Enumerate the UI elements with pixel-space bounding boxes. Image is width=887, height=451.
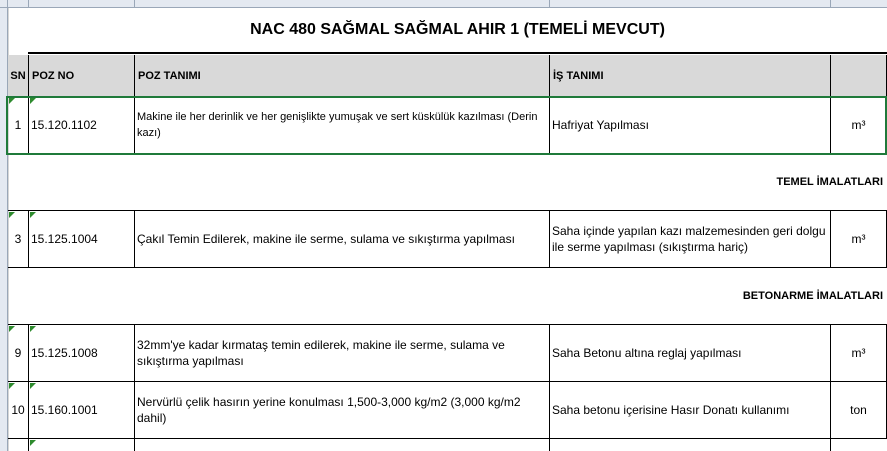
header-birim[interactable] xyxy=(831,55,887,97)
cell-sn[interactable]: 10 xyxy=(8,382,29,439)
error-indicator-icon xyxy=(9,212,15,218)
cell-sn[interactable] xyxy=(8,439,29,451)
header-poz-tanimi[interactable]: POZ TANIMI xyxy=(135,55,550,97)
cell-sn[interactable]: 3 xyxy=(8,211,29,268)
cell-poz-tanimi[interactable]: Makine ile her derinlik ve her genişlikte yumuşak ve sert küskülük kazılması (Derin kazı) xyxy=(135,97,550,154)
cell-is-tanimi[interactable]: Saha içinde yapılan kazı malzemesinden geri dolgu ile serme yapılması (sıkıştırma hariç) xyxy=(550,211,831,268)
sheet-title[interactable]: NAC 480 SAĞMAL SAĞMAL AHIR 1 (TEMELİ MEVCUT) xyxy=(28,8,887,54)
column-header-c[interactable] xyxy=(135,0,550,7)
cell-sn[interactable]: 1 xyxy=(8,97,29,154)
column-header-d[interactable] xyxy=(550,0,831,7)
cell-birim[interactable]: m³ xyxy=(831,211,887,268)
column-header-e[interactable] xyxy=(831,0,887,7)
error-indicator-icon xyxy=(30,440,36,446)
cell-sn[interactable]: 9 xyxy=(8,325,29,382)
row-header-bar[interactable] xyxy=(0,8,8,451)
error-indicator-icon xyxy=(9,326,15,332)
cell-poz-no[interactable]: 15.120.1102 xyxy=(29,97,135,154)
cell-birim[interactable]: ton xyxy=(831,382,887,439)
header-is-tanimi[interactable]: İŞ TANIMI xyxy=(550,55,831,97)
cell-poz-tanimi[interactable]: Nervürlü çelik hasırın yerine konulması 1,500-3,000 kg/m2 (3,000 kg/m2 dahil) xyxy=(135,382,550,439)
cell-is-tanimi[interactable]: Saha betonu içerisine Hasır Donatı kullanımı xyxy=(550,382,831,439)
error-indicator-icon xyxy=(30,212,36,218)
error-indicator-icon xyxy=(30,383,36,389)
selection-outline xyxy=(6,96,887,155)
column-header-bar xyxy=(0,0,887,8)
column-header-b[interactable] xyxy=(29,0,135,7)
cell-poz-tanimi[interactable]: 32mm'ye kadar kırmataş temin edilerek, makine ile serme, sulama ve sıkıştırma yapılması xyxy=(135,325,550,382)
cell-poz-no[interactable]: 15.125.1004 xyxy=(29,211,135,268)
cell-birim[interactable]: m³ xyxy=(831,97,887,154)
cell-poz-no[interactable]: 15.160.1001 xyxy=(29,382,135,439)
cell-poz-tanimi[interactable] xyxy=(135,439,550,451)
cell-poz-no[interactable] xyxy=(29,439,135,451)
section-label[interactable]: TEMEL İMALATLARI xyxy=(8,154,887,211)
cell-is-tanimi[interactable] xyxy=(550,439,831,451)
column-header-corner[interactable] xyxy=(0,0,8,7)
cell-poz-tanimi[interactable]: Çakıl Temin Edilerek, makine ile serme, sulama ve sıkıştırma yapılması xyxy=(135,211,550,268)
cell-is-tanimi[interactable]: Saha Betonu altına reglaj yapılması xyxy=(550,325,831,382)
error-indicator-icon xyxy=(30,326,36,332)
column-header-a[interactable] xyxy=(8,0,29,7)
cell-poz-no[interactable]: 15.125.1008 xyxy=(29,325,135,382)
section-label[interactable]: BETONARME İMALATLARI xyxy=(8,268,887,325)
cell-birim[interactable]: m³ xyxy=(831,325,887,382)
header-sn[interactable]: SN xyxy=(8,55,29,97)
cell-is-tanimi[interactable]: Hafriyat Yapılması xyxy=(550,97,831,154)
error-indicator-icon xyxy=(9,383,15,389)
header-poz-no[interactable]: POZ NO xyxy=(29,55,135,97)
